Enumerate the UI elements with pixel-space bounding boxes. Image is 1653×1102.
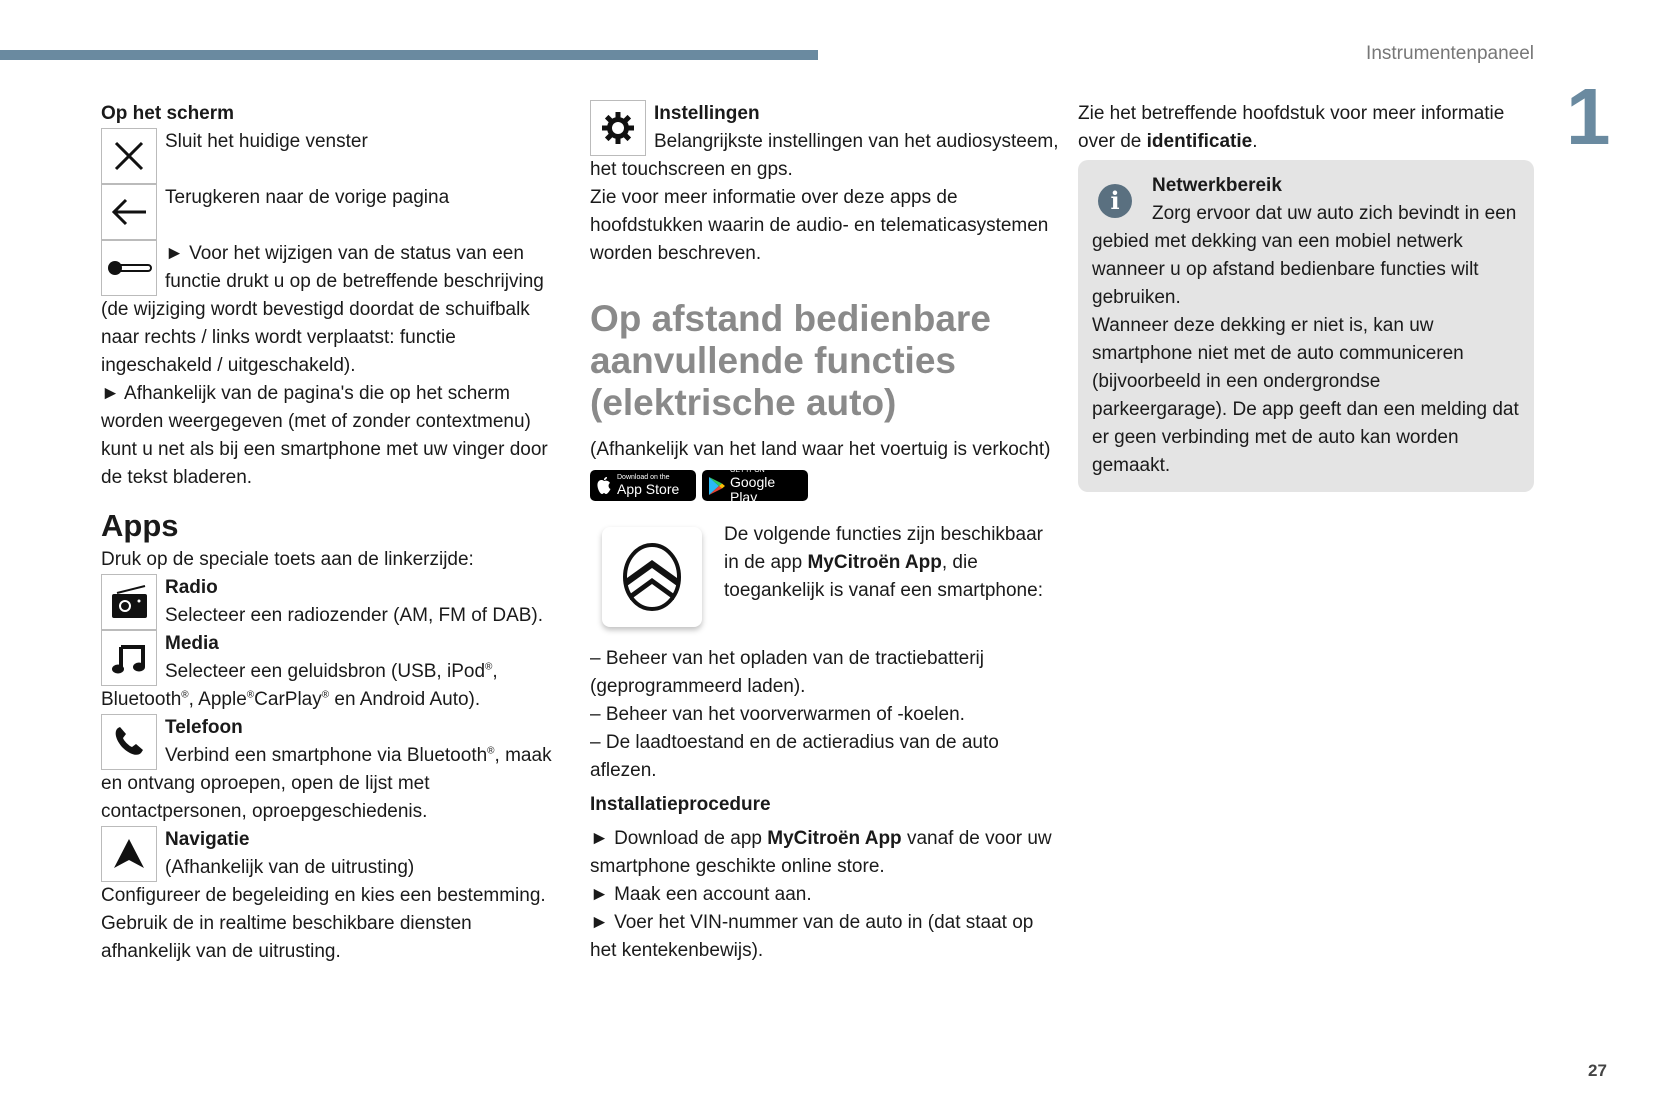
install-step: ► Maak een account aan. <box>590 884 812 905</box>
screen-heading: Op het scherm <box>101 103 235 124</box>
install-step: ► Download de app MyCitroën App vanaf de voor uw smartphone geschikte online store. <box>590 828 1052 877</box>
radio-item <box>101 574 561 630</box>
settings-more-text: Zie voor meer informatie over deze apps de hoofdstukken waarin de audio- en telematicasystemen worden beschreven. <box>590 187 1049 264</box>
settings-item <box>590 100 1060 268</box>
close-text: Sluit het huidige venster <box>165 131 368 152</box>
back-text: Terugkeren naar de vorige pagina <box>165 187 450 208</box>
radio-title: Radio <box>165 577 218 598</box>
gear-icon <box>590 100 646 156</box>
close-item <box>101 128 561 184</box>
close-icon <box>101 128 157 184</box>
phone-title: Telefoon <box>165 717 243 738</box>
radio-text: Selecteer een radiozender (AM, FM of DAB). <box>165 605 544 626</box>
scroll-text: ► Afhankelijk van de pagina's die op het scherm worden weergegeven (met of zonder contextmenu) kunt u net als bij een smartphone met uw vinger door de tekst bladeren. <box>101 383 548 488</box>
app-store-badge[interactable]: Download on the App Store <box>590 470 696 501</box>
feature-item: – Beheer van het opladen van de tractiebatterij (geprogrammeerd laden). <box>590 648 984 697</box>
toggle-text: ► Voor het wijzigen van de status van een functie drukt u op de betreffende beschrijving (de wijziging wordt bevestigd doordat de schuifbalk naar rechts / links wordt verplaatst: functie ingeschakeld / uitgeschakeld). <box>101 243 544 376</box>
country-note: (Afhankelijk van het land waar het voertuig is verkocht) <box>590 439 1051 460</box>
apple-icon <box>596 476 612 495</box>
network-note-box <box>1078 160 1534 492</box>
phone-text: Verbind een smartphone via Bluetooth®, maak en ontvang oproepen, open de lijst met contactpersonen, oproepgeschiedenis. <box>101 745 552 822</box>
app-intro <box>590 521 1060 605</box>
install-step: ► Voer het VIN-nummer van de auto in (dat staat op het kentekenbewijs). <box>590 912 1034 961</box>
install-heading: Installatieprocedure <box>590 794 771 815</box>
app-text: De volgende functies zijn beschikbaar in de app MyCitroën App, die toegankelijk is vanaf een smartphone: <box>724 524 1043 601</box>
column-3 <box>1078 100 1534 492</box>
store-badges <box>590 466 1060 505</box>
settings-text: Belangrijkste instellingen van het audiosysteem, het touchscreen en gps. <box>590 131 1059 180</box>
apps-heading: Apps <box>101 508 179 543</box>
note-title: Netwerkbereik <box>1152 175 1282 196</box>
radio-icon <box>101 574 157 630</box>
media-title: Media <box>165 633 219 654</box>
info-icon: i <box>1098 184 1132 218</box>
apps-intro: Druk op de speciale toets aan de linkerzijde: <box>101 549 474 570</box>
chapter-number: 1 <box>1566 72 1611 161</box>
back-item <box>101 184 561 240</box>
music-note-icon <box>101 630 157 686</box>
arrow-left-icon <box>101 184 157 240</box>
feature-list <box>590 637 1060 785</box>
google-play-badge[interactable]: GET IT ON Google Play <box>702 470 808 501</box>
header-bar <box>0 50 818 60</box>
column-1 <box>101 100 561 966</box>
google-play-icon <box>708 476 725 496</box>
identification-text: Zie het betreffende hoofdstuk voor meer informatie over de identificatie. <box>1078 103 1505 152</box>
section-title: Instrumentenpaneel <box>1366 43 1534 64</box>
navigation-note: (Afhankelijk van de uitrusting) <box>165 857 415 878</box>
toggle-item <box>101 240 561 380</box>
note-text: Zorg ervoor dat uw auto zich bevindt in een gebied met dekking van een mobiel netwerk wanneer u op afstand bedienbare functies wilt gebruiken. <box>1092 203 1517 308</box>
feature-item: – De laadtoestand en de actieradius van de auto aflezen. <box>590 732 999 781</box>
note-text-2: Wanneer deze dekking er niet is, kan uw smartphone niet met de auto communiceren (bijvoorbeeld in een ondergrondse parkeergarage). De app geeft dan een melding dat er geen verbinding met de auto kan worden gemaakt. <box>1092 315 1519 476</box>
navigation-services-text: Gebruik de in realtime beschikbare diensten afhankelijk van de uitrusting. <box>101 913 472 962</box>
feature-item: – Beheer van het voorverwarmen of -koelen. <box>590 704 965 725</box>
media-item <box>101 630 561 714</box>
toggle-slider-icon <box>101 240 157 296</box>
phone-item <box>101 714 561 826</box>
media-text: Selecteer een geluidsbron (USB, iPod®, Bluetooth®, Apple®CarPlay® en Android Auto). <box>101 661 498 710</box>
navigation-item <box>101 826 561 966</box>
navigation-text: Configureer de begeleiding en kies een bestemming. <box>101 885 546 906</box>
citroen-logo <box>602 527 702 627</box>
phone-icon <box>101 714 157 770</box>
settings-title: Instellingen <box>654 103 760 124</box>
navigation-arrow-icon <box>101 826 157 882</box>
page-number: 27 <box>1588 1061 1607 1080</box>
column-2 <box>590 100 1060 965</box>
navigation-title: Navigatie <box>165 829 250 850</box>
remote-functions-heading: Op afstand bedienbare aanvullende functies (elektrische auto) <box>590 298 991 423</box>
